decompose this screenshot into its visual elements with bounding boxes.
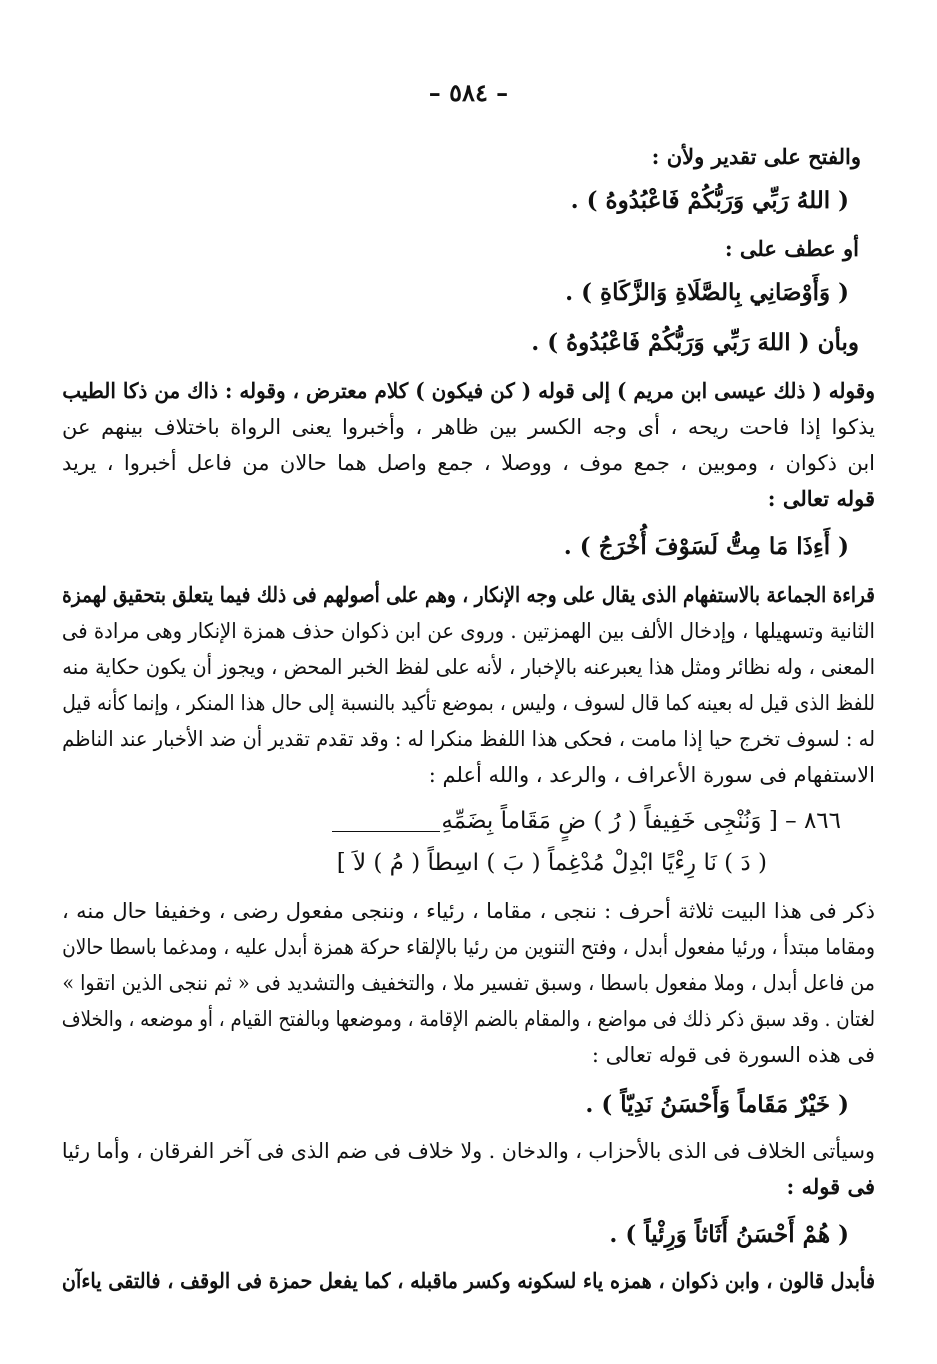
text-line: فأبدل قالون ، وابن ذكوان ، همزه ياء لسكونه وكسر ماقبله ، كما يفعل حمزة فى الوقف ، فالتقى ياءآن — [61, 1268, 875, 1293]
quran-verse: وبأن ( اللهَ رَبِّي وَرَبُّكُمْ فَاعْبُدُوهُ ) . — [531, 329, 859, 356]
quran-verse: ( هُمْ أَحْسَنُ أَثَاثاً وَرِئْياً ) . — [609, 1221, 849, 1248]
text-line: الثانية وتسهيلها ، وإدخال الألف بين الهمزتين . وروى عن ابن ذكوان حذف همزة الإنكار وهى مرادة فى — [61, 619, 875, 643]
verse-underline — [332, 831, 440, 832]
text-line: للفظ الذى قيل له بعينه كما قال لسوف ، وليس ، بموضع تأكيد بالنسبة إلى حال هذا المنكر ، وإنما كأنه قيل — [62, 691, 875, 715]
quran-verse: ( وَأَوْصَانِي بِالصَّلَاةِ وَالزَّكَاةِ ) . — [565, 279, 849, 306]
text-line: فى قوله : — [786, 1174, 875, 1199]
text-line: ومقاما مبتدأ ، ورئيا مفعول أبدل ، وفتح التنوين من رئيا بالإلقاء حركة همزة أبدل عليه ، ومدغما باسطا حالان — [62, 935, 875, 959]
poem-verse-line: ٨٦٦ – [ وَنُنْجِى خَفِيفاً ( رُ ) ضٍ مَقَاماً بِضَمِّهِ — [441, 808, 841, 834]
text-line: قوله تعالى : — [767, 486, 875, 511]
text-line: أو عطف على : — [724, 236, 859, 261]
poem-verse-line: ( دَ ) نَا رِءْيًا ابْدِلْ مُدْغِماً ( بَ ) اسِطاً ( مُ ) لاَ ] — [336, 850, 767, 876]
text-line: المعنى ، وله نظائر ومثل هذا يعبرعنه بالإخبار ، لأنه على لفظ الخبر المحض ، ويجوز أن يكون حكاية منه — [62, 655, 875, 679]
text-line: والفتح على تقدير ولأن : — [651, 144, 861, 169]
text-line: يذكوا إذا فاحت ريحه ، أى وجه الكسر بين ظاهر ، وأخبروا يعنى الرواة باختلاف بينهم عن — [62, 415, 875, 439]
text-line: من فاعل أبدل ، وملا مفعول باسطا ، وسبق تفسير ملا ، والتخفيف والتشديد فى « ثم ننجى الذين اتقوا » — [62, 971, 875, 995]
text-line: ذكر فى هذا البيت ثلاثة أحرف : ننجى ، مقاما ، رئياء ، وننجى مفعول رضى ، وخفيفا حال منه ، — [62, 899, 875, 923]
text-line: قراءة الجماعة بالاستفهام الذى يقال على وجه الإنكار ، وهم على أصولهم فى ذلك فيما يتعلق بتحقيق لهمزة — [62, 582, 876, 607]
page-number: – ٥٨٤ – — [428, 78, 509, 107]
text-line: وقوله ( ذلك عيسى ابن مريم ) إلى قوله ( كن فيكون ) كلام معترض ، وقوله : ذاك من ذكا الطيب — [62, 378, 876, 403]
text-line: وسيأتى الخلاف فى الذى بالأحزاب ، والدخان . ولا خلاف فى ضم الذى فى آخر الفرقان ، وأما رئيا — [61, 1139, 875, 1163]
text-line: فى هذه السورة فى قوله تعالى : — [591, 1043, 875, 1067]
quran-verse: ( أَءِذَا مَا مِتُّ لَسَوْفَ أُخْرَجُ ) . — [563, 533, 849, 560]
text-line: له : لسوف تخرج حيا إذا مامت ، فحكى هذا اللفظ منكرا له : وقد تقدم تقدير أن ضد الأخبار عند الناظم — [62, 727, 876, 751]
text-line: الاستفهام فى سورة الأعراف ، والرعد ، والله أعلم : — [428, 763, 875, 787]
text-line: ابن ذكوان ، وموبين ، جمع موف ، ووصلا ، جمع واصل هما حالان من فاعل أخبروا ، يريد — [62, 451, 875, 475]
quran-verse: ( اللهُ رَبِّي وَرَبُّكُمْ فَاعْبُدُوهُ ) . — [570, 187, 849, 214]
quran-verse: ( خَيْرٌ مَقَاماً وَأَحْسَنُ نَدِيّاً ) . — [585, 1091, 849, 1118]
text-line: لغتان . وقد سبق ذكر ذلك فى مواضع ، والمقام بالضم الإقامة ، وموضعها وبالفتح القيام ، أو موضعه ، والخلاف — [61, 1007, 876, 1031]
